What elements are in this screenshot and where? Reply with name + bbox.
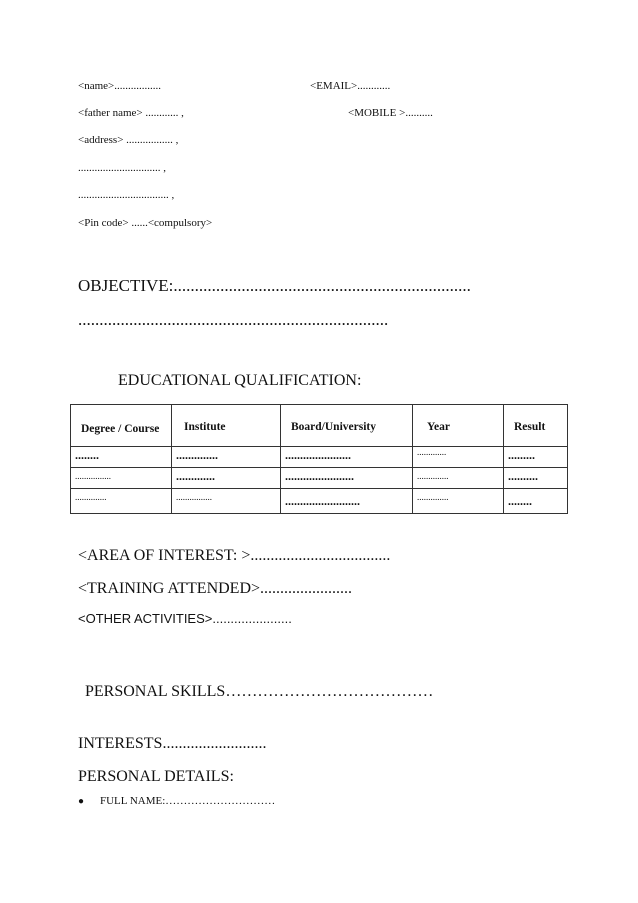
table-cell: ................ — [172, 489, 281, 514]
email-line: <EMAIL>............ — [310, 80, 391, 92]
table-cell: .............. — [413, 468, 504, 489]
table-cell: ........ — [71, 447, 172, 468]
table-cell: ...................... — [281, 447, 413, 468]
bullet-icon: ● — [78, 796, 85, 807]
table-cell: .............. — [71, 489, 172, 514]
column-header-board: Board/University — [281, 405, 413, 447]
name-line: <name>................. — [78, 80, 161, 92]
objective-line-2: ......................................................................... — [78, 310, 389, 329]
objective-heading: OBJECTIVE:...................................................................... — [78, 276, 471, 295]
table-cell: ............. — [413, 447, 504, 468]
table-row — [71, 489, 568, 514]
training-attended-line: <TRAINING ATTENDED>....................... — [78, 580, 353, 597]
education-table-header — [71, 405, 568, 447]
table-cell: .............. — [413, 489, 504, 514]
table-cell: ........ — [504, 489, 568, 514]
father-name-line: <father name> ............ , — [78, 107, 184, 119]
table-cell: .......... — [504, 468, 568, 489]
table-cell: ................ — [71, 468, 172, 489]
table-cell: ......... — [504, 447, 568, 468]
column-header-year: Year — [413, 405, 504, 447]
table-cell: .............. — [172, 447, 281, 468]
mobile-line: <MOBILE >.......... — [348, 107, 433, 119]
personal-skills-line: PERSONAL SKILLS………………………………… — [85, 683, 434, 700]
table-cell: ......................... — [281, 489, 413, 514]
education-table — [70, 404, 568, 514]
table-row — [71, 447, 568, 468]
column-header-institute: Institute — [172, 405, 281, 447]
other-activities-line: <OTHER ACTIVITIES>...................... — [78, 611, 292, 626]
column-header-degree: Degree / Course — [71, 405, 172, 447]
column-header-result: Result — [504, 405, 568, 447]
area-of-interest-line: <AREA OF INTEREST: >................................... — [78, 547, 391, 564]
interests-line: INTERESTS.......................... — [78, 735, 267, 752]
pin-code-line: <Pin code> ......<compulsory> — [78, 217, 213, 229]
address-line-3: ................................. , — [78, 189, 175, 201]
table-cell: ............. — [172, 468, 281, 489]
personal-details-list — [78, 795, 275, 807]
address-line: <address> ................. , — [78, 134, 179, 146]
table-cell: ....................... — [281, 468, 413, 489]
table-row — [71, 468, 568, 489]
list-item — [78, 795, 275, 807]
full-name-line: FULL NAME:………………………… — [100, 795, 276, 807]
personal-details-heading: PERSONAL DETAILS: — [78, 768, 234, 785]
education-heading: EDUCATIONAL QUALIFICATION: — [118, 372, 362, 389]
address-line-2: .............................. , — [78, 162, 166, 174]
